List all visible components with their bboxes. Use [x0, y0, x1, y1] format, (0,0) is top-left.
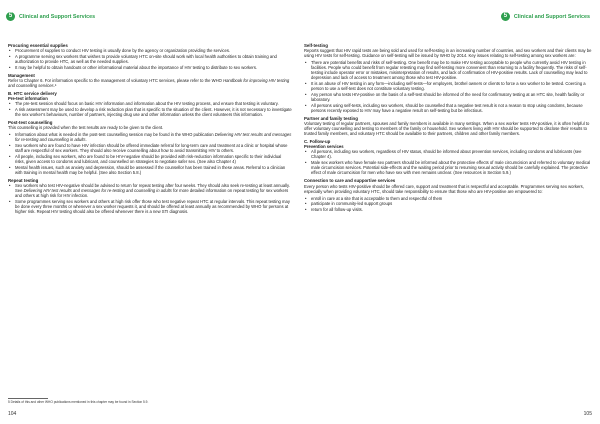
- list-item: • The pre-test session should focus on basic HIV information and information about the HIV testing process, and ensure that testing is voluntary.: [8, 101, 292, 106]
- list-item: • It is an abuse of HIV testing in any form—including self-tests—for employers, brothel owners or clients to force a sex worker to be tested. Coercing a person to use a self-test does not constitute voluntary testing.: [304, 81, 594, 91]
- follow-up-title: C. Follow-up: [304, 139, 331, 145]
- page-number: 104: [8, 411, 17, 417]
- list-item: • Procurement of supplies to conduct HIV testing is usually done by the agency or organization providing the services.: [8, 48, 292, 53]
- right-page-header: [501, 12, 590, 21]
- posttest-title: Post-test counselling: [8, 120, 53, 126]
- list-item: • All persons using self-tests, including sex workers, should be counselled that a negative test result is not a reason to stop using condoms, because persons recently exposed to HIV may have a negative result on self-testing but be infectious.: [304, 103, 594, 113]
- repeat-testing-title: Repeat testing: [8, 178, 39, 184]
- htc-service-delivery-title: B. HTC service delivery: [8, 91, 57, 97]
- procuring-list: [8, 48, 292, 70]
- list-item: • Mental health issues, such as anxiety and depression, should be assessed if the counsellor has been trained in these areas. Referral to a clinician with training in mental health may be helpful. (See also Section 5.8.): [8, 165, 292, 175]
- footnote-divider: [8, 398, 48, 399]
- list-item: • Male sex workers who have female sex partners should be informed about the protective effects of male circumcision and referred to voluntary medical male circumcision services. Potential side-effects and the waiting period prior to resuming sexual activity should be carefully explained. The protective effect of male circumcision for men who have sex with men remains unclear. (See resources in Section 5.9.): [304, 160, 594, 175]
- procuring-title: Procuring essential supplies: [8, 43, 68, 48]
- left-page-header: [6, 12, 95, 21]
- prevention-services-title: Prevention services: [304, 144, 344, 150]
- management-title: Management: [8, 72, 35, 78]
- partner-testing-title: Partner and family testing: [304, 116, 358, 122]
- right-content: [304, 40, 594, 214]
- connection-list: [304, 196, 594, 213]
- green-circle-icon: 5: [6, 12, 15, 21]
- footnote: 5 Details of this and other WHO publications mentioned in this chapter may be found in Section 5.9.: [8, 400, 149, 404]
- list-item: • All persons, including sex workers, regardless of HIV status, should be informed about prevention services, including condoms and lubricants (see Chapter 4).: [304, 149, 594, 159]
- connection-care-intro: Every person who tests HIV-positive should be offered care, support and treatment that is respectful and acceptable. Programmes serving sex workers, especially when providing voluntary HTC, should take responsibility to ensure that those who are HIV-positive are empowered to:: [304, 183, 584, 194]
- self-testing-intro: Reports suggest that HIV rapid tests are being sold and used for self-testing in an increasing number of countries, and sex workers and their clients may be using HIV tests for self-testing. Guidance on self-testing will be issued by WHO by 2014. Key issues relating to self-testing among sex workers are:: [304, 48, 592, 59]
- header-title: Clinical and Support Services: [513, 13, 590, 20]
- left-content: [8, 40, 292, 216]
- partner-testing-text: Voluntary testing of regular partners, spouses and family members is available in many settings. When a sex worker tests HIV-positive, it is often helpful to offer voluntary counselling and testing to members of the family or household. Sex workers living with HIV should be supported to disclose their results to trusted family members, and voluntary HTC should be available to their partners, children and other family members.: [304, 121, 590, 137]
- green-circle-icon: 5: [501, 12, 510, 21]
- list-item: • enroll in care at a site that is acceptable to them and respectful of them: [304, 196, 594, 201]
- list-item: • Any person who tests HIV-positive on the basis of a self-test should be informed of the need for confirmatory testing at an HTC site, health facility or laboratory.: [304, 92, 594, 102]
- list-item: • Sex workers who are found to have HIV infection should be offered immediate referral for long-term care and treatment at a clinic or hospital whose staff are respectful of sex workers. They should also receive counselling about how to avoid transmitting HIV to others.: [8, 143, 292, 153]
- repeat-list: [8, 183, 292, 214]
- page-number: 105: [583, 411, 592, 417]
- list-item: • participate in community-led support groups: [304, 201, 594, 206]
- right-page: [300, 0, 600, 424]
- connection-care-title: Connection to care and supportive services: [304, 178, 396, 184]
- header-title: Clinical and Support Services: [19, 13, 96, 20]
- posttest-list: [8, 132, 292, 175]
- list-item: • It may be helpful to obtain handouts or other informational material about the importance of HIV testing to distribute to sex workers.: [8, 65, 292, 70]
- list-item: • All people, including sex workers, who are found to be HIV-negative should be provided with risk-reduction information specific to their individual risks, given access to condoms and lubricant, and counselled on strategies to negotiate safer sex. (See also Chapter 4): [8, 154, 292, 164]
- self-testing-title: Self-testing: [304, 43, 328, 48]
- pretest-title: Pre-test information: [8, 96, 48, 102]
- management-text: Refer to Chapter 6. For information specific to the management of voluntary HTC services, please refer to the WHO Handbook for improving HIV testing and counselling services.⁵: [8, 77, 290, 89]
- list-item: • Some programmes serving sex workers and others at high risk offer those who test negative repeat HTC at regular intervals. This repeat testing may be done every three months or whenever a sex worker requests it, and should be offered at least annually as recommended by WHO for persons at higher risk. Repeat HIV testing should also be offered whenever there is a new STI diagnosis.: [8, 199, 292, 214]
- list-item: • There are potential benefits and risks of self-testing. One benefit may be to make HIV testing acceptable to people who currently avoid HIV testing in facilities. People who could benefit from regular retesting may find self-testing more convenient than returning to a facility frequently. The risks of self-testing include operator error or mistakes, misinterpretation of results, and lack of confirmation of HIV-positive results. Lack of counselling may lead to depression and lack of access to treatment among those who test HIV-positive.: [304, 60, 594, 80]
- list-item: • Information about what is needed in the post-test counselling session may be found in the WHO publication Delivering HIV test results and messages for re-testing and counselling in adults.: [8, 132, 292, 142]
- pretest-list: [8, 101, 292, 117]
- self-testing-list: [304, 60, 594, 113]
- list-item: • A programme serving sex workers that wishes to provide voluntary HTC on-site should work with local health authorities to obtain training and authorization to provide HTC, as well as the needed supplies.: [8, 54, 292, 64]
- posttest-intro: This counselling is provided when the test results are ready to be given to the client.: [8, 125, 164, 131]
- list-item: • A risk assessment may be used to develop a risk reduction plan that is specific to the situation of the client. However, it is not necessary to investigate the sex worker’s behaviours, number of partners, injecting drug use and other information unless the client volunteers this information.: [8, 107, 292, 117]
- prevention-list: [304, 149, 594, 175]
- list-item: • Sex workers who test HIV-negative should be advised to return for repeat testing after four weeks. They should also seek re-testing at least annually. See Delivering HIV test results and messages for re-testing and counselling in adults for more detailed information on repeat testing for sex workers and others at high risk for HIV infection.: [8, 183, 292, 198]
- list-item: • return for all follow-up visits.: [304, 207, 594, 212]
